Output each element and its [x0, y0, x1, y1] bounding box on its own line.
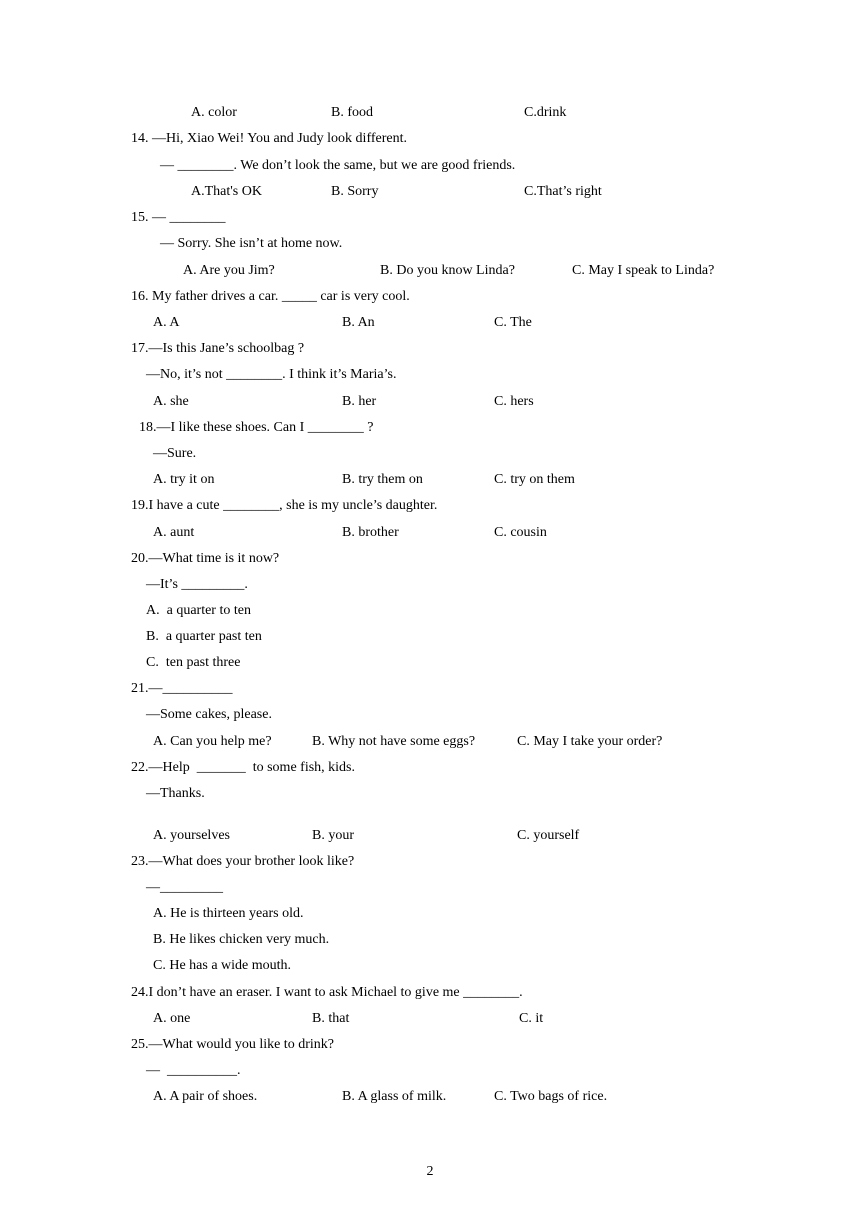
q19-option-a: A. aunt	[153, 525, 195, 540]
q14-response: — ________. We don’t look the same, but we are good friends.	[160, 158, 516, 173]
q24-option-a: A. one	[153, 1011, 191, 1026]
q18-option-c: C. try on them	[494, 472, 575, 487]
q22-response: —Thanks.	[146, 786, 205, 801]
q19-question: 19.I have a cute ________, she is my uncle’s daughter.	[131, 498, 438, 513]
q16-option-b: B. An	[342, 315, 375, 330]
q21-option-c: C. May I take your order?	[517, 734, 663, 749]
q22-question: 22.—Help _______ to some fish, kids.	[131, 760, 355, 775]
q25-option-c: C. Two bags of rice.	[494, 1089, 608, 1104]
q23-option-a: A. He is thirteen years old.	[153, 906, 304, 921]
q19-option-b: B. brother	[342, 525, 399, 540]
q25-question: 25.—What would you like to drink?	[131, 1037, 334, 1052]
q20-option-a: A. a quarter to ten	[146, 603, 251, 618]
q21-option-a: A. Can you help me?	[153, 734, 272, 749]
q15-option-c: C. May I speak to Linda?	[572, 263, 715, 278]
q24-option-c: C. it	[519, 1011, 544, 1026]
q18-option-a: A. try it on	[153, 472, 215, 487]
q20-option-b: B. a quarter past ten	[146, 629, 262, 644]
q15-option-a: A. Are you Jim?	[183, 263, 275, 278]
q16-question: 16. My father drives a car. _____ car is very cool.	[131, 289, 410, 304]
q17-option-a: A. she	[153, 394, 189, 409]
q23-response: —_________	[146, 880, 223, 895]
q14-option-a: A.That's OK	[191, 184, 262, 199]
q13-option-a: A. color	[191, 105, 237, 120]
q18-question: 18.—I like these shoes. Can I ________ ?	[139, 420, 374, 435]
q19-option-c: C. cousin	[494, 525, 547, 540]
q25-option-b: B. A glass of milk.	[342, 1089, 447, 1104]
q21-question: 21.—__________	[131, 681, 233, 696]
q14-option-c: C.That’s right	[524, 184, 602, 199]
q22-option-b: B. your	[312, 828, 354, 843]
q23-question: 23.—What does your brother look like?	[131, 854, 355, 869]
q17-question: 17.—Is this Jane’s schoolbag ?	[131, 341, 305, 356]
q16-option-c: C. The	[494, 315, 532, 330]
q25-response: — __________.	[146, 1063, 241, 1078]
q15-option-b: B. Do you know Linda?	[380, 263, 515, 278]
q24-option-b: B. that	[312, 1011, 350, 1026]
q23-option-b: B. He likes chicken very much.	[153, 932, 330, 947]
q23-option-c: C. He has a wide mouth.	[153, 958, 292, 973]
q14-option-b: B. Sorry	[331, 184, 379, 199]
q13-option-c: C.drink	[524, 105, 567, 120]
q16-option-a: A. A	[153, 315, 180, 330]
q13-option-b: B. food	[331, 105, 373, 120]
q22-option-c: C. yourself	[517, 828, 580, 843]
q18-response: —Sure.	[153, 446, 197, 461]
q21-response: —Some cakes, please.	[146, 707, 272, 722]
q25-option-a: A. A pair of shoes.	[153, 1089, 258, 1104]
page-number: 2	[426, 1164, 434, 1179]
q18-option-b: B. try them on	[342, 472, 423, 487]
q17-option-b: B. her	[342, 394, 377, 409]
q17-option-c: C. hers	[494, 394, 534, 409]
q15-response: — Sorry. She isn’t at home now.	[160, 236, 343, 251]
q20-response: —It’s _________.	[146, 577, 248, 592]
q24-question: 24.I don’t have an eraser. I want to ask Michael to give me ________.	[131, 985, 523, 1000]
q17-response: —No, it’s not ________. I think it’s Maria’s.	[146, 367, 397, 382]
q20-option-c: C. ten past three	[146, 655, 241, 670]
q22-option-a: A. yourselves	[153, 828, 230, 843]
q21-option-b: B. Why not have some eggs?	[312, 734, 476, 749]
q15-question: 15. — ________	[131, 210, 226, 225]
q20-question: 20.—What time is it now?	[131, 551, 280, 566]
q14-question: 14. —Hi, Xiao Wei! You and Judy look different.	[131, 131, 408, 146]
